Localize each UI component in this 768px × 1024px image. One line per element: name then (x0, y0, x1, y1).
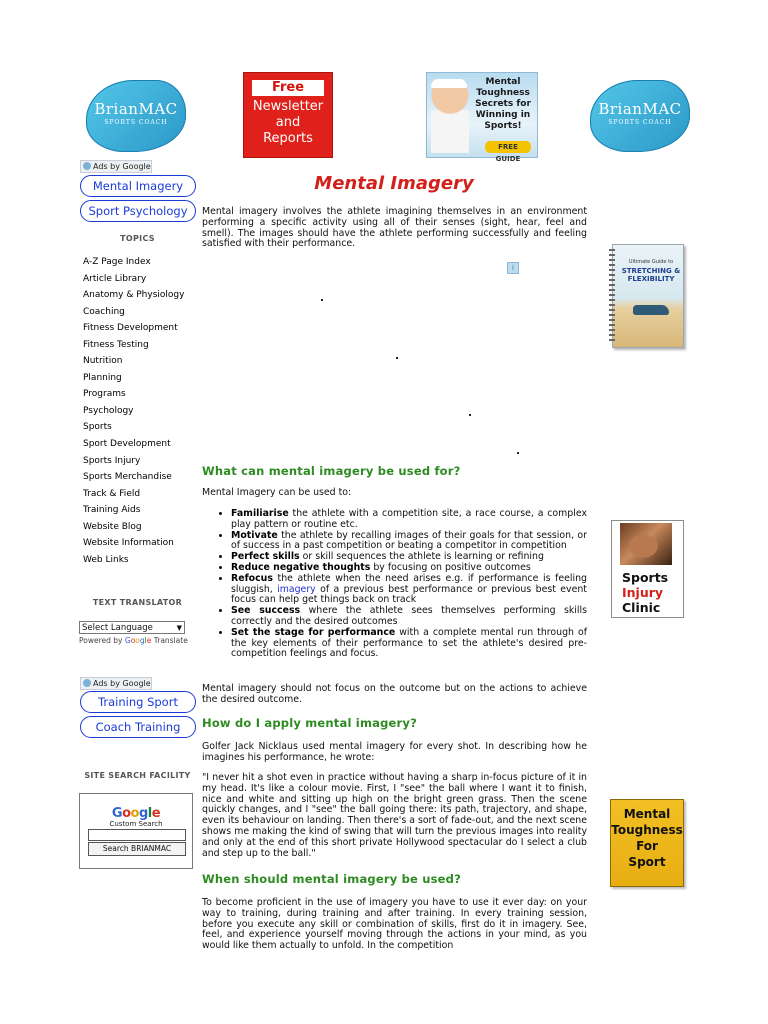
topic-link[interactable]: Sport Development (83, 439, 171, 450)
topic-link[interactable]: Planning (83, 372, 122, 383)
powered-by-google-translate[interactable]: Powered by Google Translate (79, 636, 188, 645)
topic-link[interactable]: Web Links (83, 554, 129, 565)
blank-ad-speck (321, 299, 323, 301)
topic-link[interactable]: Fitness Development (83, 323, 178, 334)
site-search-input[interactable] (88, 829, 186, 841)
mental-toughness-ad-banner[interactable] (426, 72, 538, 163)
free-newsletter-banner[interactable] (243, 72, 333, 158)
list-item: • Familiarise the athlete with a competition site, a race course, a complex play pattern or routine etc. (231, 509, 587, 531)
newsletter-line-1: Newsletter (252, 99, 324, 114)
ad-link-sport-psychology[interactable]: Sport Psychology (80, 200, 196, 222)
injury-word-2: Injury (622, 585, 664, 600)
blank-ad-speck (396, 357, 398, 359)
newsletter-line-2: and (275, 115, 301, 130)
ad-link-mental-imagery[interactable]: Mental Imagery (80, 175, 196, 197)
google-logo: Google (111, 806, 161, 821)
language-select-value: Select Language (82, 623, 153, 633)
newsletter-free-label: Free (252, 80, 324, 96)
topic-link[interactable]: Nutrition (83, 356, 123, 367)
ad-link-training-sport[interactable]: Training Sport (80, 691, 196, 713)
intro-paragraph: Mental imagery involves the athlete imagining themselves in an environment performing a specific activity using all of their senses (sight, hear, feel and smell). The images should have the athlete performing successfully and feeling satisfied with their performance. (202, 206, 587, 250)
injury-word-3: Clinic (622, 600, 661, 615)
nicklaus-quote-paragraph: "I never hit a shot even in practice without having a sharp in-focus picture of it in my head. It's like a colour movie. First, I "see" the ball where I want it to finish, nice and white and sitting up high on the bright green grass. Then the scene quickly changes, and I "see" the ball going there: its path, trajectory, and shape, even its behaviour on landing. Then there's a sort of fade-out, and the next scene shows me making the kind of swing that will turn the previous images into reality and only at the end of this short private Hollywood spectacular do I select a club and step up to the ball." (202, 772, 587, 859)
info-icon (83, 679, 91, 687)
info-icon (83, 162, 91, 170)
topic-link[interactable]: Website Blog (83, 521, 142, 532)
toughness-ad-text: Mental Toughness Secrets for Winning in Sports! (475, 77, 531, 131)
ad-link-coach-training[interactable]: Coach Training (80, 716, 196, 738)
list-item: • Set the stage for performance with a complete mental run through of the key elements of their performance to set the athlete's desired pre-competition feelings and focus. (231, 628, 587, 660)
athlete-photo (431, 79, 469, 153)
heading-apply: How do I apply mental imagery? (202, 716, 417, 730)
ads-by-google-label[interactable]: Ads by Google (80, 677, 152, 690)
topic-link[interactable]: Website Information (83, 538, 174, 549)
topics-heading: TOPICS (120, 234, 155, 243)
nicklaus-intro-paragraph: Golfer Jack Nicklaus used mental imagery for every shot. In describing how he imagines his performance, he wrote: (202, 741, 587, 763)
topic-link[interactable]: Sports Injury (83, 455, 141, 466)
chevron-down-icon: ▼ (176, 624, 182, 632)
logo-text: BrianMAC (598, 100, 682, 118)
injury-photo (620, 523, 672, 565)
topic-link[interactable]: Training Aids (83, 505, 141, 516)
uses-list (202, 509, 587, 660)
stretching-flexibility-book-ad[interactable] (612, 244, 684, 348)
brianmac-logo-left[interactable] (86, 80, 186, 152)
topic-link[interactable]: Coaching (83, 306, 125, 317)
logo-subtext: SPORTS COACH (104, 119, 168, 126)
list-item: • Reduce negative thoughts by focusing on positive outcomes (231, 563, 587, 574)
ads-by-google-label[interactable]: Ads by Google (80, 160, 152, 173)
stretching-figure (633, 305, 669, 315)
brianmac-logo-right[interactable] (590, 80, 690, 152)
not-focus-paragraph: Mental imagery should not focus on the outcome but on the actions to achieve the desired outcome. (202, 683, 587, 705)
page-title: Mental Imagery (314, 173, 474, 194)
newsletter-line-3: Reports (263, 131, 313, 146)
used-to-paragraph: Mental Imagery can be used to: (202, 487, 352, 498)
google-logo-small: Google (124, 636, 152, 645)
topic-link[interactable]: A-Z Page Index (83, 257, 151, 267)
custom-search-label: Custom Search (109, 820, 163, 828)
topic-link[interactable]: Sports (83, 422, 112, 433)
free-guide-badge: FREE GUIDE (485, 141, 531, 153)
list-item: • Perfect skills or skill sequences the athlete is learning or refining (231, 552, 587, 563)
text-translator-heading: TEXT TRANSLATOR (92, 598, 183, 607)
visor-shape (431, 79, 467, 88)
topic-link[interactable]: Article Library (83, 273, 147, 284)
heading-used-for: What can mental imagery be used for? (202, 464, 461, 478)
topic-link[interactable]: Sports Merchandise (83, 472, 172, 483)
topic-link[interactable]: Anatomy & Physiology (83, 290, 185, 301)
topic-link[interactable]: Fitness Testing (83, 339, 149, 350)
list-item: • Refocus the athlete when the need arises e.g. if performance is feeling sluggish, imagery of a previous best performance or previous best event focus can help get things back on track (231, 574, 587, 606)
book-title: STRETCHING & FLEXIBILITY (621, 267, 681, 283)
list-item: • Motivate the athlete by recalling images of their goals for that session, or of success in a past competition or beating a competitor in competition (231, 531, 587, 553)
heading-when: When should mental imagery be used? (202, 872, 461, 886)
mental-toughness-book-ad[interactable] (610, 799, 684, 887)
book-small-title: Ultimate Guide to (628, 259, 674, 265)
topic-link[interactable]: Programs (83, 389, 126, 400)
book-spiral (609, 249, 615, 343)
logo-text: BrianMAC (94, 100, 178, 118)
imagery-link[interactable]: imagery (277, 583, 316, 595)
blank-ad-speck (469, 414, 471, 416)
search-brianmac-button[interactable]: Search BRIANMAC (88, 842, 186, 856)
topic-link[interactable]: Psychology (83, 405, 134, 416)
blank-ad-speck (517, 452, 519, 454)
when-paragraph: To become proficient in the use of imagery you have to use it ever day: on your way to training, during training and after training. In every training session, before you execute any skill or combination of skills, first do it in imagery. See, feel, and experience yourself moving through the actions in your mind, as you would like them actually to unfold. In the competition (202, 897, 587, 952)
topic-link[interactable]: Track & Field (83, 488, 141, 499)
ad-info-icon[interactable]: i (507, 262, 519, 274)
topics-list (83, 256, 184, 570)
language-select[interactable] (79, 621, 185, 634)
list-item: • See success where the athlete sees themselves performing skills correctly and the desired outcomes (231, 606, 587, 628)
toughness-book-title: Mental Toughness For Sport (611, 807, 683, 869)
injury-word-1: Sports (622, 570, 669, 585)
sports-injury-clinic-ad[interactable] (611, 520, 684, 618)
site-search-box (79, 793, 193, 869)
logo-subtext: SPORTS COACH (608, 119, 672, 126)
site-search-heading: SITE SEARCH FACILITY (84, 771, 191, 780)
